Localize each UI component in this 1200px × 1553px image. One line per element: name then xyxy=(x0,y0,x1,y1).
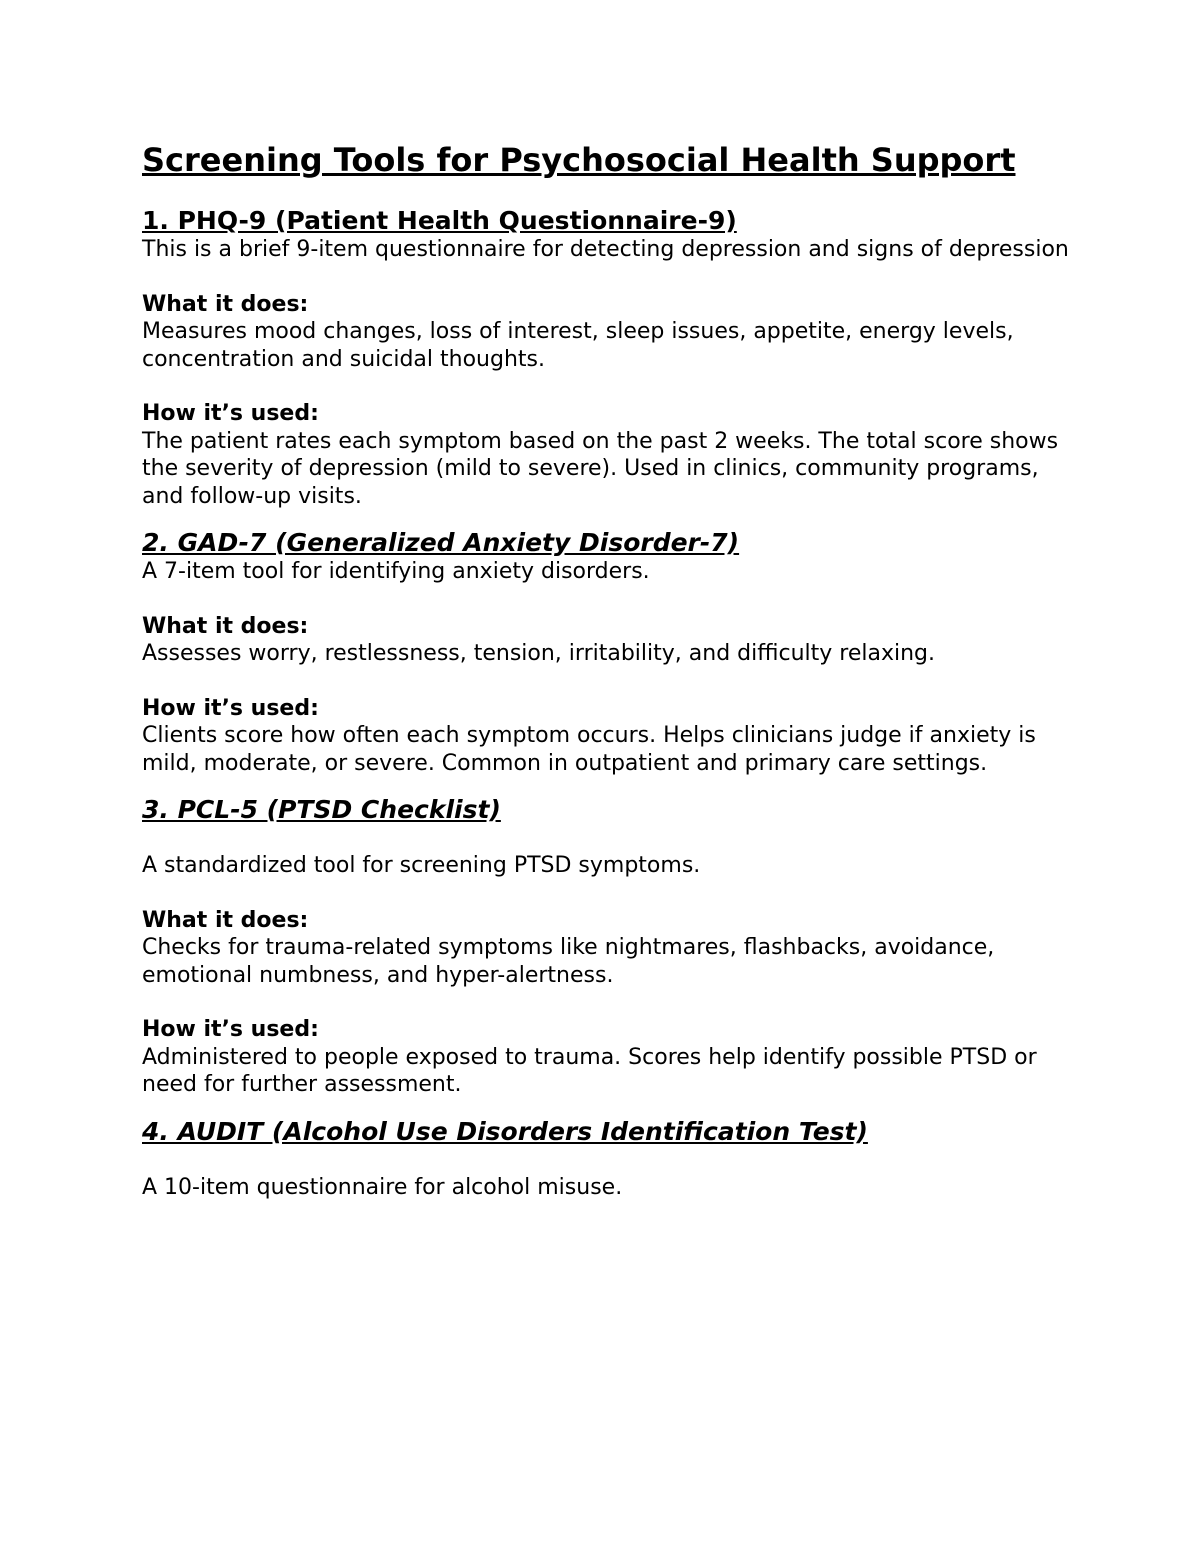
what-label-pcl5: What it does: xyxy=(142,907,309,933)
what-text-phq9: Measures mood changes, loss of interest, sleep issues, appetite, energy levels, concentration and suicidal thoughts. xyxy=(142,319,1014,372)
how-label-phq9: How it’s used: xyxy=(142,401,319,426)
section-heading-phq9: 1. PHQ-9 (Patient Health Questionnaire-9) xyxy=(142,206,737,235)
how-text-pcl5: Administered to people exposed to trauma. Scores help identify possible PTSD or need for further assessment. xyxy=(142,1044,1037,1097)
what-text-gad7: Assesses worry, restlessness, tension, irritability, and difficulty relaxing. xyxy=(142,641,936,666)
how-label-gad7: How it’s used: xyxy=(142,695,319,721)
document-title: Screening Tools for Psychosocial Health Support xyxy=(142,141,1016,179)
what-label-gad7: What it does: xyxy=(142,613,309,639)
section-intro-phq9: This is a brief 9-item questionnaire for detecting depression and signs of depression xyxy=(142,237,1069,262)
section-intro-audit: A 10-item questionnaire for alcohol misuse. xyxy=(142,1174,623,1200)
section-heading-audit: 4. AUDIT (Alcohol Use Disorders Identification Test) xyxy=(142,1116,868,1146)
how-text-gad7: Clients score how often each symptom occurs. Helps clinicians judge if anxiety is mild, moderate, or severe. Common in outpatient and primary care settings. xyxy=(142,723,1036,776)
how-label-pcl5: How it’s used: xyxy=(142,1017,319,1042)
section-intro-pcl5: A standardized tool for screening PTSD symptoms. xyxy=(142,853,701,878)
section-heading-pcl5: 3. PCL-5 (PTSD Checklist) xyxy=(142,795,501,824)
document-page xyxy=(142,140,1082,1201)
what-text-pcl5: Checks for trauma-related symptoms like nightmares, flashbacks, avoidance, emotional numbness, and hyper-alertness. xyxy=(142,935,995,988)
section-intro-gad7: A 7-item tool for identifying anxiety disorders. xyxy=(142,559,650,584)
how-text-phq9: The patient rates each symptom based on the past 2 weeks. The total score shows the severity of depression (mild to severe). Used in clinics, community programs, and follow-up visits. xyxy=(142,428,1059,509)
section-heading-gad7: 2. GAD-7 (Generalized Anxiety Disorder-7) xyxy=(142,528,740,557)
what-label-phq9: What it does: xyxy=(142,291,309,317)
